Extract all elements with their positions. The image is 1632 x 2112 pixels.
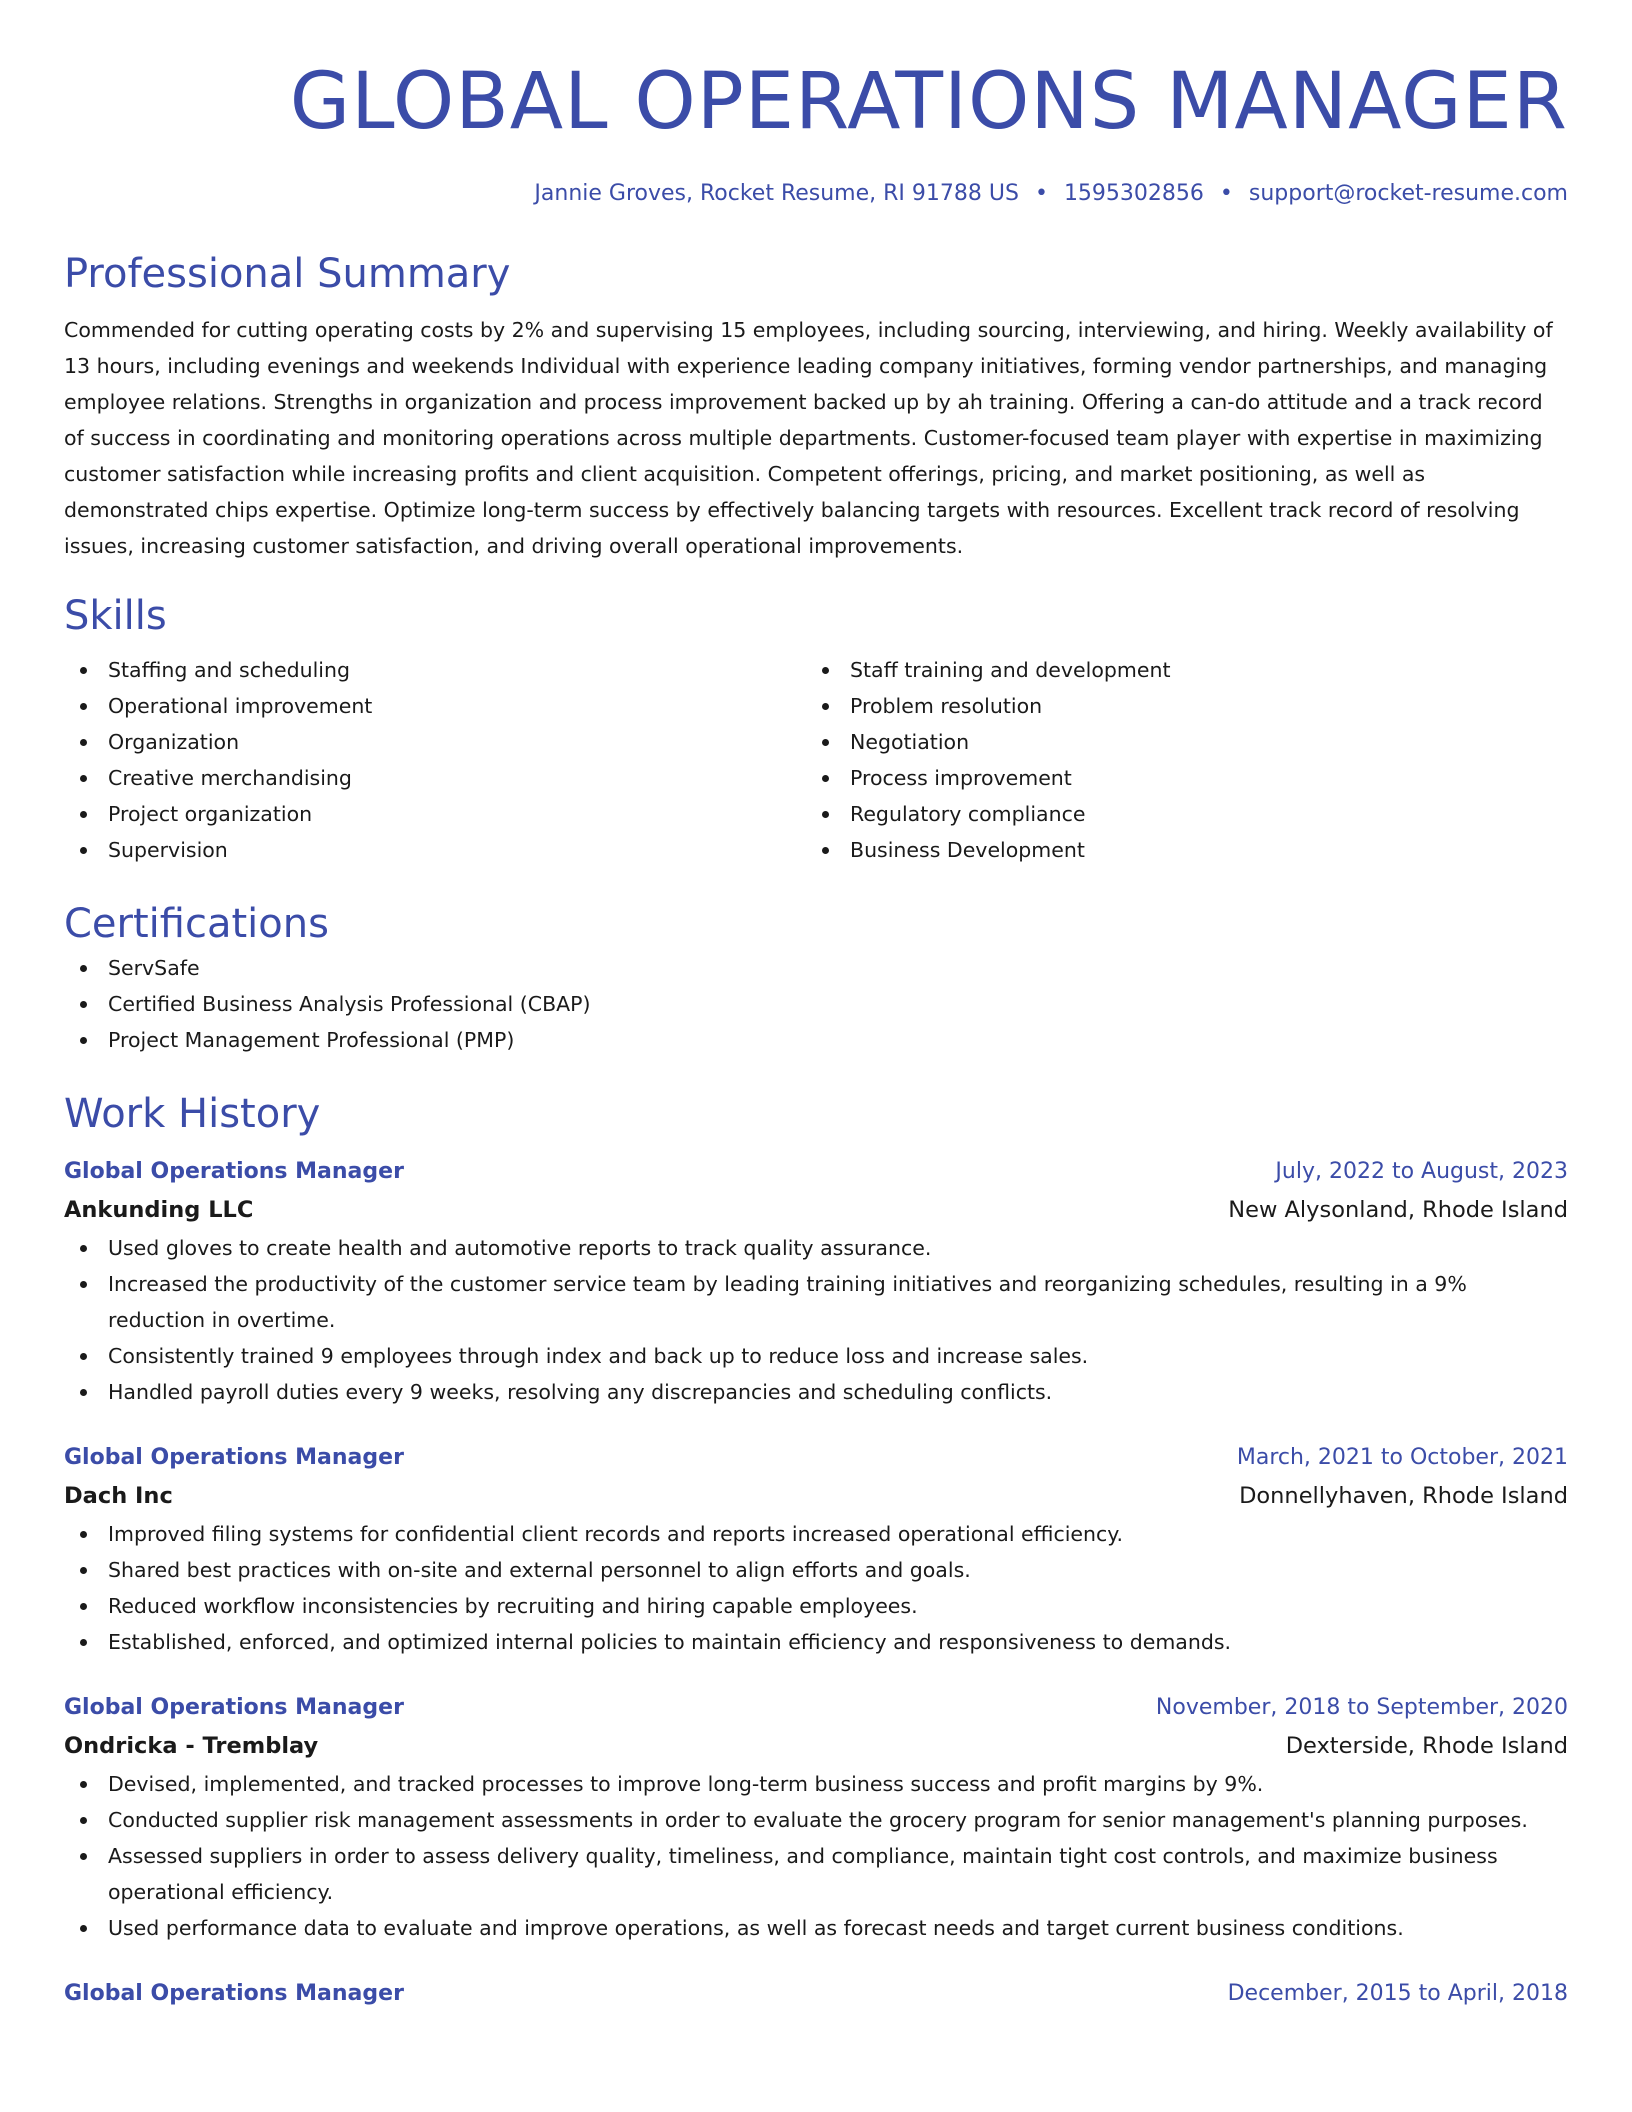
job-duty: Shared best practices with on-site and external personnel to align efforts and goals. — [64, 1552, 1568, 1588]
certifications-list — [64, 950, 1568, 1058]
skill-item: Supervision — [64, 832, 806, 868]
job-entry — [64, 1690, 1568, 1946]
job-duty: Reduced workflow inconsistencies by recruiting and hiring capable employees. — [64, 1588, 1568, 1624]
contact-phone: 1595302856 — [1063, 181, 1204, 206]
job-header-row — [64, 1154, 1568, 1190]
job-duty: Assessed suppliers in order to assess delivery quality, timeliness, and compliance, maintain tight cost controls, and maximize business operational efficiency. — [64, 1838, 1568, 1910]
certification-item: ServSafe — [64, 950, 1568, 986]
job-position: Global Operations Manager — [64, 1981, 404, 2006]
certification-item: Certified Business Analysis Professional (CBAP) — [64, 986, 1568, 1022]
job-location: Donnellyhaven, Rhode Island — [1239, 1483, 1568, 1509]
skill-item: Organization — [64, 724, 806, 760]
skill-item: Staff training and development — [806, 652, 1548, 688]
job-dates: December, 2015 to April, 2018 — [1227, 1981, 1568, 2006]
job-duty: Used gloves to create health and automotive reports to track quality assurance. — [64, 1230, 1568, 1266]
skill-item: Process improvement — [806, 760, 1548, 796]
job-duty: Devised, implemented, and tracked processes to improve long-term business success and profit margins by 9%. — [64, 1766, 1568, 1802]
skills-column-right — [806, 652, 1548, 868]
skills-heading: Skills — [64, 593, 167, 639]
job-company-row — [64, 1476, 1568, 1516]
skill-item: Business Development — [806, 832, 1548, 868]
job-duty: Established, enforced, and optimized internal policies to maintain efficiency and responsiveness to demands. — [64, 1624, 1568, 1660]
job-position: Global Operations Manager — [64, 1159, 404, 1184]
skills-grid — [64, 652, 1568, 868]
certification-item: Project Management Professional (PMP) — [64, 1022, 1568, 1058]
contact-separator: • — [1219, 181, 1233, 206]
job-entry — [64, 1976, 1568, 2012]
job-dates: July, 2022 to August, 2023 — [1275, 1159, 1568, 1184]
job-company-row — [64, 1726, 1568, 1766]
work-history-heading: Work History — [64, 1091, 321, 1137]
skill-item: Staffing and scheduling — [64, 652, 806, 688]
job-duty: Improved filing systems for confidential client records and reports increased operational efficiency. — [64, 1516, 1568, 1552]
job-duties — [64, 1516, 1568, 1660]
summary-text: Commended for cutting operating costs by 2% and supervising 15 employees, including sourcing, interviewing, and hiring. Weekly availability of 13 hours, including evenings and weekends Individual with experience leading company initiatives, forming vendor partnerships, and managing employee relations. Strengths in organization and process improvement backed up by ah training. Offering a can-do attitude and a track record of success in coordinating and monitoring operations across multiple departments. Customer-focused team player with expertise in maximizing customer satisfaction while increasing profits and client acquisition. Competent offerings, pricing, and market positioning, as well as demonstrated chips expertise. Optimize long-term success by effectively balancing targets with resources. Excellent track record of resolving issues, increasing customer satisfaction, and driving overall operational improvements. — [64, 318, 1553, 558]
job-dates: March, 2021 to October, 2021 — [1236, 1445, 1568, 1470]
job-duties — [64, 1766, 1568, 1946]
skills-column-left — [64, 652, 806, 868]
job-company: Dach Inc — [64, 1483, 173, 1509]
job-header-row — [64, 1690, 1568, 1726]
job-company: Ondricka - Tremblay — [64, 1733, 319, 1759]
job-duty: Used performance data to evaluate and improve operations, as well as forecast needs and target current business conditions. — [64, 1910, 1568, 1946]
resume-page — [64, 0, 1568, 2012]
job-entry — [64, 1154, 1568, 1410]
skill-item: Negotiation — [806, 724, 1548, 760]
contact-address: Jannie Groves, Rocket Resume, RI 91788 US — [534, 181, 1019, 206]
contact-email: support@rocket-resume.com — [1248, 181, 1568, 206]
skill-item: Regulatory compliance — [806, 796, 1548, 832]
job-company-row — [64, 1190, 1568, 1230]
skill-item: Project organization — [64, 796, 806, 832]
job-entry — [64, 1440, 1568, 1660]
skill-item: Problem resolution — [806, 688, 1548, 724]
summary-heading: Professional Summary — [64, 251, 511, 297]
job-location: Dexterside, Rhode Island — [1285, 1733, 1568, 1759]
job-duty: Increased the productivity of the customer service team by leading training initiatives and reorganizing schedules, resulting in a 9% reduction in overtime. — [64, 1266, 1568, 1338]
resume-title: GLOBAL OPERATIONS MANAGER — [289, 57, 1568, 147]
job-header-row — [64, 1976, 1568, 2012]
job-company: Ankunding LLC — [64, 1197, 254, 1223]
job-location: New Alysonland, Rhode Island — [1228, 1197, 1568, 1223]
skill-item: Operational improvement — [64, 688, 806, 724]
job-dates: November, 2018 to September, 2020 — [1155, 1695, 1568, 1720]
contact-separator: • — [1034, 181, 1048, 206]
contact-line — [64, 178, 1568, 210]
job-header-row — [64, 1440, 1568, 1476]
job-duty: Handled payroll duties every 9 weeks, resolving any discrepancies and scheduling conflicts. — [64, 1374, 1568, 1410]
job-position: Global Operations Manager — [64, 1445, 404, 1470]
job-duty: Conducted supplier risk management assessments in order to evaluate the grocery program for senior management's planning purposes. — [64, 1802, 1568, 1838]
job-duty: Consistently trained 9 employees through index and back up to reduce loss and increase sales. — [64, 1338, 1568, 1374]
job-position: Global Operations Manager — [64, 1695, 404, 1720]
certifications-heading: Certifications — [64, 901, 329, 947]
skill-item: Creative merchandising — [64, 760, 806, 796]
job-duties — [64, 1230, 1568, 1410]
